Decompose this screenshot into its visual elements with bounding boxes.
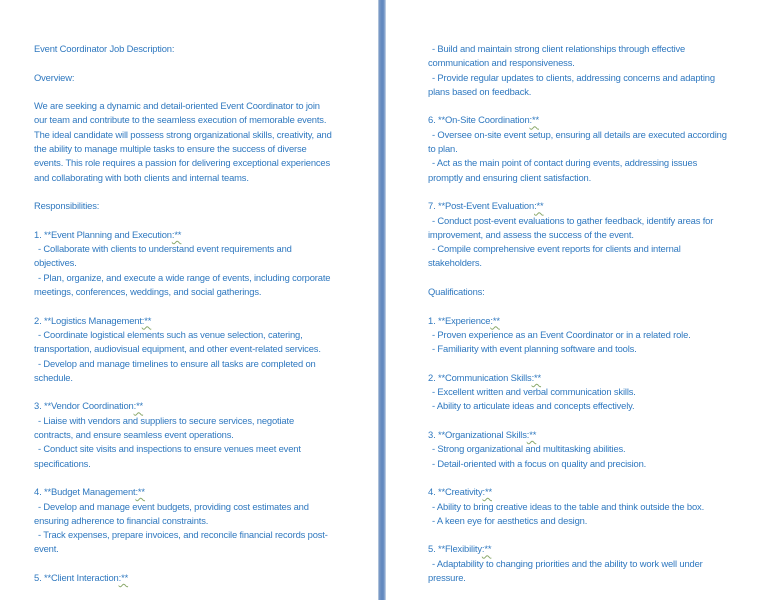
item-heading: 3. **Vendor Coordination:** [34, 400, 144, 412]
responsibility-item [34, 571, 334, 585]
bullet-line: - Build and maintain strong client relationships through effective communication and responsiveness. [428, 43, 686, 69]
bullet-line: - Collaborate with clients to understand event requirements and objectives. [34, 243, 292, 269]
item-heading: 2. **Communication Skills:** [428, 371, 542, 383]
item-heading: 3. **Organizational Skills:** [428, 429, 537, 441]
qualification-item [428, 485, 728, 528]
item-heading: 5. **Flexibility:** [428, 543, 492, 555]
overview-heading: Overview: [34, 71, 75, 83]
item-heading: 2. **Logistics Management:** [34, 314, 152, 326]
bullet-line: - Plan, organize, and execute a wide range of events, including corporate meetings, conferences, weddings, and social gatherings. [34, 271, 331, 298]
bullet-line: - Oversee on-site event setup, ensuring all details are executed according to plan. [428, 128, 727, 155]
bullet-line: - Excellent written and verbal communication skills. [432, 386, 636, 398]
bullet-line: - Ability to articulate ideas and concepts effectively. [432, 400, 635, 412]
item-heading: 7. **Post-Event Evaluation:** [428, 200, 544, 212]
document-page-left [0, 0, 378, 600]
page-content-right [428, 42, 728, 585]
responsibility-item [428, 199, 728, 270]
spell-check-marker: :** [534, 200, 544, 212]
page-divider [378, 0, 386, 600]
item-heading: 4. **Creativity:** [428, 486, 492, 498]
bullet-line: - Ability to bring creative ideas to the table and think outside the box. [432, 500, 705, 512]
page-content-left [34, 42, 334, 585]
item-heading: 5. **Client Interaction:** [34, 571, 129, 583]
qualifications-heading: Qualifications: [428, 286, 485, 298]
bullet-line: - Track expenses, prepare invoices, and reconcile financial records post-event. [34, 529, 328, 555]
spell-check-marker: :** [490, 314, 500, 326]
bullet-line: - Conduct site visits and inspections to ensure venues meet event specifications. [34, 443, 301, 469]
spell-check-marker: :** [133, 400, 144, 412]
bullet-line: - Conduct post-event evaluations to gather feedback, identify areas for improvement, and assess the success of the event. [428, 214, 714, 240]
overview-paragraph: We are seeking a dynamic and detail-oriented Event Coordinator to join our team and contribute to the seamless execution of memorable events. The ideal candidate will possess strong organizational skills, creativity, and the ability to manage multiple tasks to ensure the success of diverse events. This role requires a passion for delivering exceptional experiences and collaborating with both clients and internal teams. [34, 100, 332, 183]
bullet-line: - Familiarity with event planning software and tools. [432, 343, 637, 355]
document-title: Event Coordinator Job Description: [34, 43, 175, 54]
responsibilities-heading: Responsibilities: [34, 200, 100, 212]
qualification-item [428, 371, 728, 414]
spell-check-marker: :** [531, 371, 542, 383]
qualification-item [428, 428, 728, 471]
item-heading: 6. **On-Site Coordination:** [428, 114, 539, 126]
responsibility-item [428, 113, 728, 184]
spell-check-marker: :** [482, 486, 492, 498]
spell-check-marker: :** [526, 429, 537, 441]
bullet-line: - A keen eye for aesthetics and design. [432, 514, 588, 526]
item-heading: 4. **Budget Management:** [34, 486, 145, 498]
document-page-right [386, 0, 768, 600]
bullet-line: - Strong organizational and multitasking abilities. [432, 443, 626, 455]
bullet-line: - Provide regular updates to clients, addressing concerns and adapting plans based on feedback. [428, 71, 715, 97]
spell-check-marker: :** [135, 486, 145, 498]
qualification-item [428, 542, 728, 585]
bullet-line: - Act as the main point of contact during events, addressing issues promptly and ensuring client satisfaction. [428, 157, 698, 183]
bullet-line: - Develop and manage event budgets, providing cost estimates and ensuring adherence to financial constraints. [34, 500, 309, 526]
responsibility-item [34, 399, 334, 470]
bullet-line: - Compile comprehensive event reports for clients and internal stakeholders. [428, 243, 681, 269]
spell-check-marker: :** [529, 114, 539, 126]
bullet-line: - Proven experience as an Event Coordinator or in a related role. [432, 328, 691, 340]
item-heading: 1. **Experience:** [428, 314, 500, 326]
bullet-line: - Develop and manage timelines to ensure all tasks are completed on schedule. [34, 357, 316, 383]
responsibility-item [34, 485, 334, 556]
bullet-line: - Adaptability to changing priorities and the ability to work well under pressure. [428, 557, 703, 583]
spell-check-marker: :** [481, 543, 492, 555]
responsibility-item [34, 314, 334, 385]
item-heading: 1. **Event Planning and Execution:** [34, 228, 182, 240]
bullet-line: - Liaise with vendors and suppliers to secure services, negotiate contracts, and ensure seamless event operations. [34, 414, 295, 441]
spell-check-marker: :** [118, 571, 129, 583]
qualification-item [428, 314, 728, 357]
bullet-line: - Detail-oriented with a focus on quality and precision. [432, 457, 647, 469]
responsibility-item [34, 228, 334, 299]
spell-check-marker: :** [141, 314, 152, 326]
spell-check-marker: :** [171, 228, 182, 240]
bullet-line: - Coordinate logistical elements such as venue selection, catering, transportation, audiovisual equipment, and other event-related services. [34, 328, 321, 355]
